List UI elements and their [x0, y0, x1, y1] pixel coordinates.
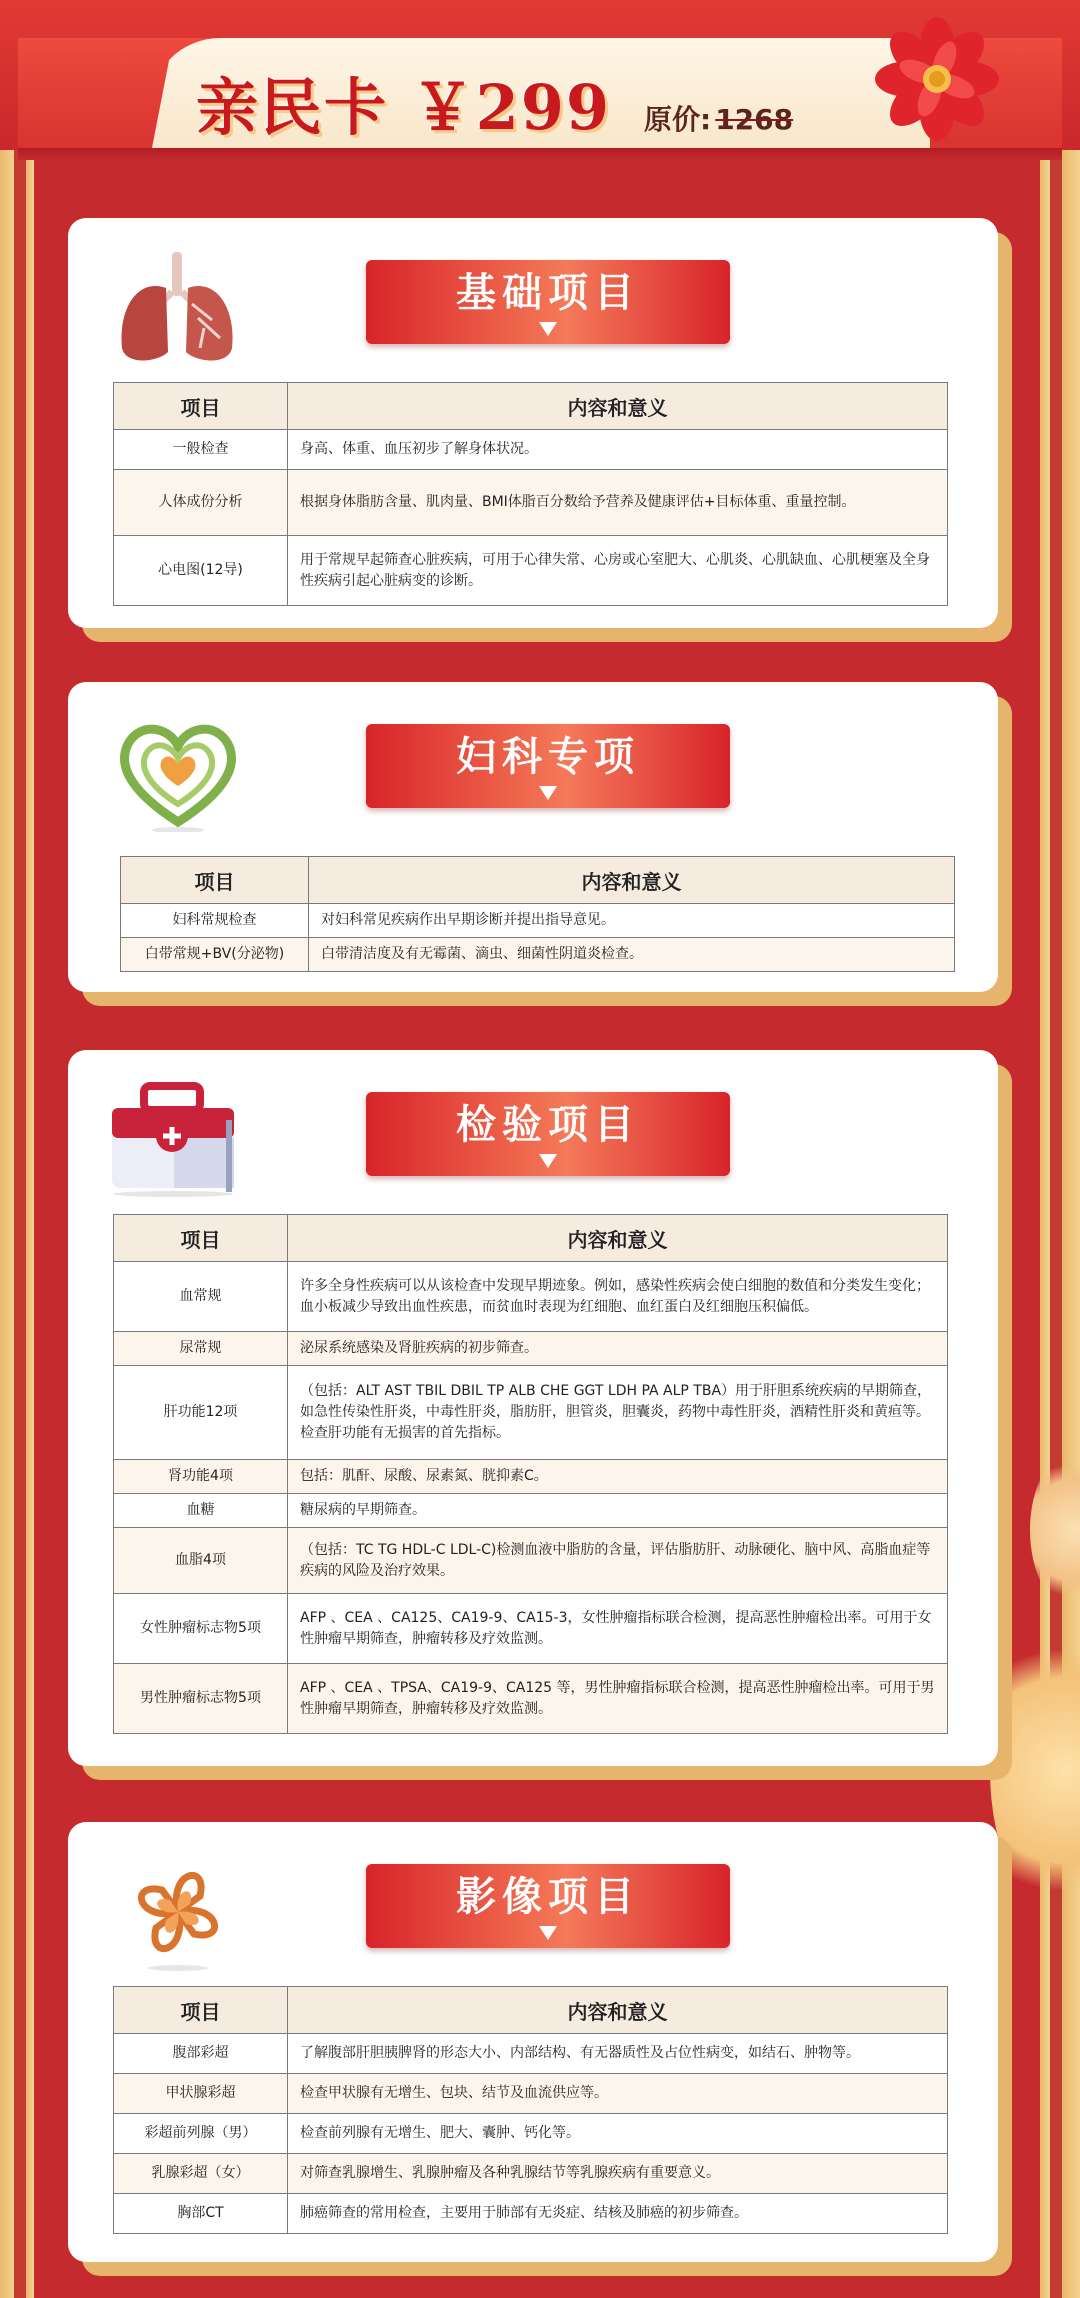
- section-card-imaging: [68, 1822, 998, 2262]
- section-card-basic: [68, 218, 998, 628]
- original-price-label: 原价:: [644, 103, 712, 136]
- item-content: 了解腹部肝胆胰脾肾的形态大小、内部结构、有无器质性及占位性病变，如结石、肿物等。: [288, 2034, 948, 2074]
- column-header-item: 项目: [114, 383, 288, 430]
- exam-table: [113, 382, 948, 606]
- item-name: 血脂4项: [114, 1528, 288, 1594]
- lungs-icon: [108, 248, 248, 368]
- item-name: 人体成份分析: [114, 470, 288, 536]
- section-title-badge: [366, 260, 730, 344]
- table-row: [114, 2194, 948, 2234]
- item-content: 许多全身性疾病可以从该检查中发现早期迹象。例如，感染性疾病会使白细胞的数值和分类发生变化；血小板减少导致出血性疾患，而贫血时表现为红细胞、血红蛋白及红细胞压积偏低。: [288, 1262, 948, 1332]
- item-content: AFP 、CEA 、CA125、CA19-9、CA15-3，女性肿瘤指标联合检测，提高恶性肿瘤检出率。可用于女性肿瘤早期筛查，肿瘤转移及疗效监测。: [288, 1594, 948, 1664]
- table-row: [114, 1594, 948, 1664]
- item-name: 甲状腺彩超: [114, 2074, 288, 2114]
- exam-table: [113, 1986, 948, 2234]
- exam-table: [120, 856, 955, 972]
- item-name: 一般检查: [114, 430, 288, 470]
- table-row: [114, 1332, 948, 1366]
- table-header-row: [114, 1215, 948, 1262]
- table-row: [121, 904, 955, 938]
- table-row: [121, 938, 955, 972]
- table-row: [114, 430, 948, 470]
- table-row: [114, 470, 948, 536]
- table-row: [114, 1262, 948, 1332]
- header-shadow: [18, 148, 1062, 160]
- column-header-content: 内容和意义: [309, 857, 955, 904]
- item-name: 腹部彩超: [114, 2034, 288, 2074]
- table-row: [114, 2034, 948, 2074]
- section-title: 基础项目: [456, 270, 640, 316]
- table-row: [114, 1664, 948, 1734]
- table-row: [114, 2114, 948, 2154]
- item-content: 用于常规早起筛查心脏疾病，可用于心律失常、心房或心室肥大、心肌炎、心肌缺血、心肌梗塞及全身性疾病引起心脏病变的诊断。: [288, 536, 948, 606]
- item-content: （包括：ALT AST TBIL DBIL TP ALB CHE GGT LDH PA ALP TBA）用于肝胆系统疾病的早期筛查，如急性传染性肝炎，中毒性肝炎，脂肪肝，胆管炎，胆囊炎，药物中毒性肝炎，酒精性肝炎和黄疸等。检查肝功能有无损害的首先指标。: [288, 1366, 948, 1460]
- item-name: 肾功能4项: [114, 1460, 288, 1494]
- heart-icon: [108, 712, 248, 832]
- item-name: 女性肿瘤标志物5项: [114, 1594, 288, 1664]
- table-row: [114, 1528, 948, 1594]
- section-card-gynecology: [68, 682, 998, 992]
- section-title: 妇科专项: [456, 734, 640, 780]
- section-title-badge: [366, 1864, 730, 1948]
- table-header-row: [114, 1987, 948, 2034]
- item-name: 胸部CT: [114, 2194, 288, 2234]
- item-name: 心电图(12导): [114, 536, 288, 606]
- item-content: （包括：TC TG HDL-C LDL-C)检测血液中脂肪的含量，评估脂肪肝、动脉硬化、脑中风、高脂血症等疾病的风险及治疗效果。: [288, 1528, 948, 1594]
- item-content: 糖尿病的早期筛查。: [288, 1494, 948, 1528]
- item-content: 对妇科常见疾病作出早期诊断并提出指导意见。: [309, 904, 955, 938]
- original-price-value: 1268: [715, 103, 794, 136]
- item-content: 白带清洁度及有无霉菌、滴虫、细菌性阴道炎检查。: [309, 938, 955, 972]
- clover-icon: [108, 1852, 248, 1972]
- item-name: 乳腺彩超（女）: [114, 2154, 288, 2194]
- medical-kit-icon: [108, 1080, 248, 1200]
- original-price: [644, 98, 793, 138]
- flower-icon: [872, 14, 1002, 144]
- item-name: 尿常规: [114, 1332, 288, 1366]
- item-content: AFP 、CEA 、TPSA、CA19-9、CA125 等，男性肿瘤指标联合检测，提高恶性肿瘤检出率。可用于男性肿瘤早期筛查，肿瘤转移及疗效监测。: [288, 1664, 948, 1734]
- column-header-content: 内容和意义: [288, 1215, 948, 1262]
- item-name: 血糖: [114, 1494, 288, 1528]
- section-card-lab-tests: [68, 1050, 998, 1766]
- section-title: 检验项目: [456, 1102, 640, 1148]
- item-content: 身高、体重、血压初步了解身体状况。: [288, 430, 948, 470]
- section-title: 影像项目: [456, 1874, 640, 1920]
- item-content: 检查前列腺有无增生、肥大、囊肿、钙化等。: [288, 2114, 948, 2154]
- item-name: 血常规: [114, 1262, 288, 1332]
- table-row: [114, 2074, 948, 2114]
- table-header-row: [114, 383, 948, 430]
- column-header-item: 项目: [114, 1987, 288, 2034]
- arrow-down-icon: [539, 322, 557, 336]
- arrow-down-icon: [539, 786, 557, 800]
- table-row: [114, 1366, 948, 1460]
- item-content: 包括：肌酐、尿酸、尿素氮、胱抑素C。: [288, 1460, 948, 1494]
- table-row: [114, 1460, 948, 1494]
- table-row: [114, 2154, 948, 2194]
- item-name: 肝功能12项: [114, 1366, 288, 1460]
- exam-table: [113, 1214, 948, 1734]
- item-content: 泌尿系统感染及肾脏疾病的初步筛查。: [288, 1332, 948, 1366]
- column-header-content: 内容和意义: [288, 383, 948, 430]
- arrow-down-icon: [539, 1926, 557, 1940]
- card-title: 亲民卡 ￥299: [196, 71, 612, 144]
- item-name: 彩超前列腺（男）: [114, 2114, 288, 2154]
- item-content: 肺癌筛查的常用检查，主要用于肺部有无炎症、结核及肺癌的初步筛查。: [288, 2194, 948, 2234]
- item-name: 男性肿瘤标志物5项: [114, 1664, 288, 1734]
- table-row: [114, 1494, 948, 1528]
- item-name: 白带常规+BV(分泌物): [121, 938, 309, 972]
- item-content: 对筛查乳腺增生、乳腺肿瘤及各种乳腺结节等乳腺疾病有重要意义。: [288, 2154, 948, 2194]
- arrow-down-icon: [539, 1154, 557, 1168]
- table-row: [114, 536, 948, 606]
- section-title-badge: [366, 724, 730, 808]
- item-name: 妇科常规检查: [121, 904, 309, 938]
- table-header-row: [121, 857, 955, 904]
- item-content: 根据身体脂肪含量、肌肉量、BMI体脂百分数给予营养及健康评估+目标体重、重量控制。: [288, 470, 948, 536]
- column-header-item: 项目: [121, 857, 309, 904]
- section-title-badge: [366, 1092, 730, 1176]
- column-header-item: 项目: [114, 1215, 288, 1262]
- column-header-content: 内容和意义: [288, 1987, 948, 2034]
- item-content: 检查甲状腺有无增生、包块、结节及血流供应等。: [288, 2074, 948, 2114]
